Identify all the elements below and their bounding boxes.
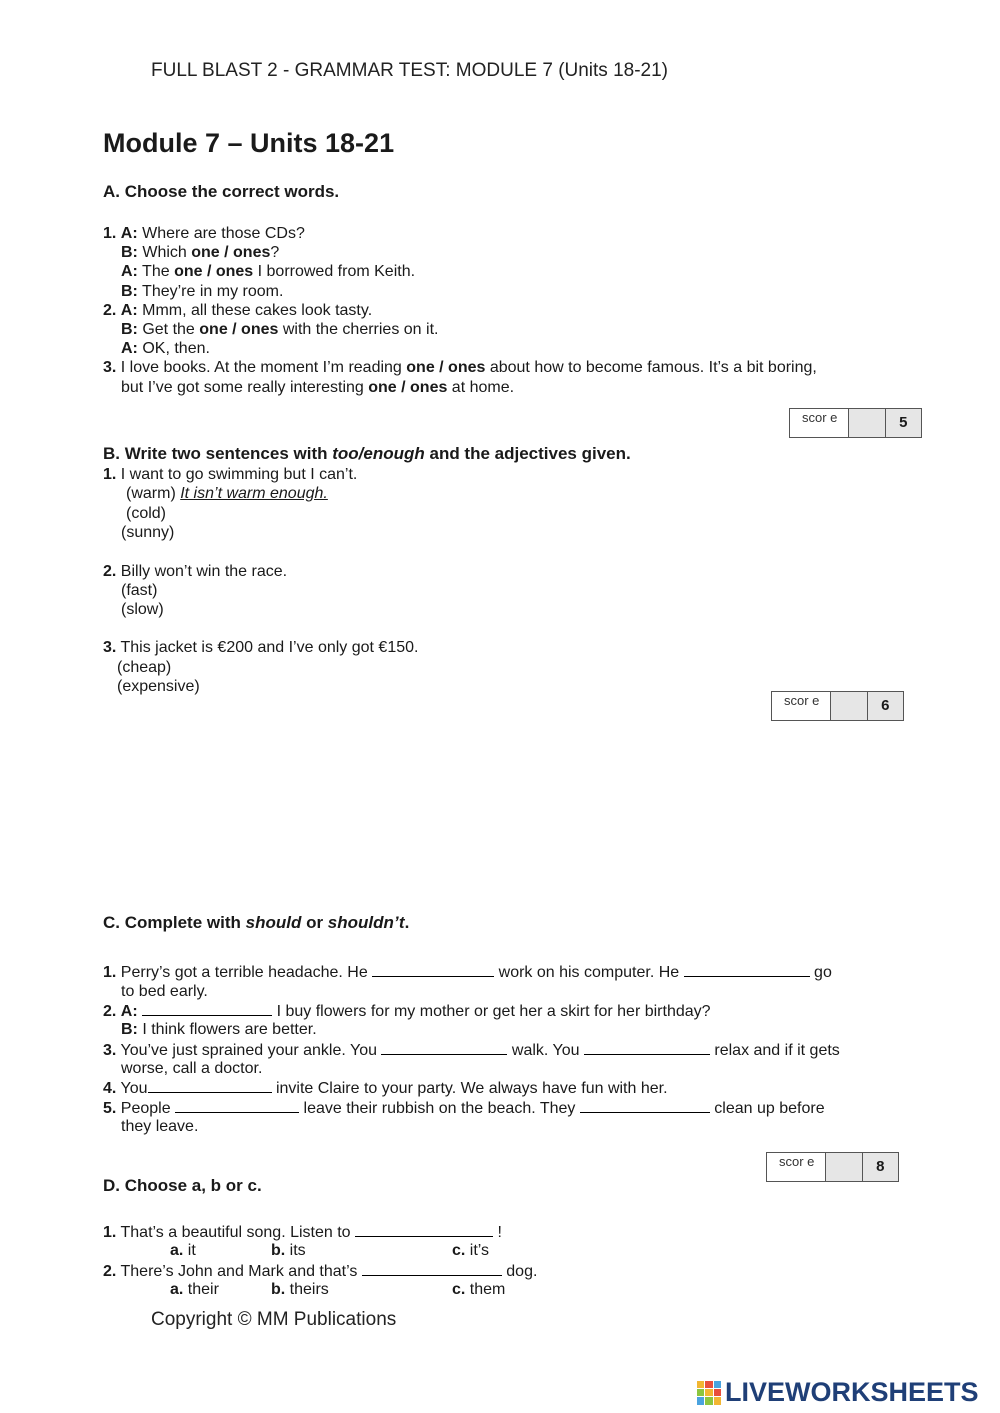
score-label: scor e bbox=[767, 1153, 826, 1181]
a-q1-line4: B: They’re in my room. bbox=[121, 283, 284, 300]
d-q2-line: 2. There’s John and Mark and that’s dog. bbox=[103, 1263, 538, 1280]
section-a-heading: A. Choose the correct words. bbox=[103, 182, 340, 201]
score-max: 6 bbox=[868, 692, 903, 720]
score-max: 8 bbox=[863, 1153, 898, 1181]
a-q1-option-1[interactable]: one / ones bbox=[191, 244, 271, 261]
c-q1-blank-2[interactable] bbox=[684, 962, 810, 977]
section-b-heading: B. Write two sentences with too/enough and the adjectives given. bbox=[103, 444, 631, 463]
d-q2-option-a[interactable]: a. their bbox=[170, 1281, 219, 1298]
c-q1-blank-1[interactable] bbox=[372, 962, 494, 977]
b-q1-text: 1. I want to go swimming but I can’t. bbox=[103, 466, 358, 483]
a-q1-line3: A: The one / ones I borrowed from Keith. bbox=[121, 263, 416, 280]
b-q1-example-answer: It isn’t warm enough. bbox=[180, 485, 328, 502]
d-q1-option-a[interactable]: a. it bbox=[170, 1242, 196, 1259]
c-q4-blank[interactable] bbox=[148, 1078, 272, 1093]
d-q2-option-c[interactable]: c. them bbox=[452, 1281, 506, 1298]
score-label: scor e bbox=[790, 409, 849, 437]
c-q2-line2: B: I think flowers are better. bbox=[121, 1021, 317, 1038]
d-q1-blank[interactable] bbox=[355, 1222, 493, 1237]
page-header: FULL BLAST 2 - GRAMMAR TEST: MODULE 7 (Units 18-21) bbox=[151, 60, 669, 81]
c-q4-line1: 4. You invite Claire to your party. We always have fun with her. bbox=[103, 1080, 668, 1097]
score-label: scor e bbox=[772, 692, 831, 720]
b-q1-cold: (cold) bbox=[126, 505, 167, 522]
a-q1-option-2[interactable]: one / ones bbox=[174, 263, 254, 280]
b-q2-text: 2. Billy won’t win the race. bbox=[103, 563, 288, 580]
a-q3-line2: but I’ve got some really interesting one / ones at home. bbox=[121, 379, 515, 396]
c-q2-blank[interactable] bbox=[142, 1001, 272, 1016]
a-q3-line1: 3. I love books. At the moment I’m reading one / ones about how to become famous. It’s a bit boring, bbox=[103, 359, 817, 376]
d-q1-line: 1. That’s a beautiful song. Listen to ! bbox=[103, 1224, 502, 1241]
b-q3-expensive: (expensive) bbox=[117, 678, 200, 695]
c-q1-line1: 1. Perry’s got a terrible headache. He work on his computer. He go bbox=[103, 964, 832, 981]
a-q2-option[interactable]: one / ones bbox=[199, 321, 279, 338]
a-q3-option-1[interactable]: one / ones bbox=[406, 359, 486, 376]
c-q3-blank-2[interactable] bbox=[584, 1040, 710, 1055]
score-box-a bbox=[789, 408, 922, 438]
score-input[interactable] bbox=[831, 692, 867, 720]
d-q1-option-c[interactable]: c. it’s bbox=[452, 1242, 490, 1259]
b-q3-cheap: (cheap) bbox=[117, 659, 172, 676]
score-box-c bbox=[766, 1152, 899, 1182]
score-box-b bbox=[771, 691, 904, 721]
c-q1-line2: to bed early. bbox=[121, 983, 208, 1000]
section-c-heading: C. Complete with should or shouldn’t. bbox=[103, 913, 410, 932]
a-q3-option-2[interactable]: one / ones bbox=[368, 379, 448, 396]
logo-grid-icon bbox=[697, 1381, 721, 1405]
d-q1-option-b[interactable]: b. its bbox=[271, 1242, 306, 1259]
a-q2-line2: B: Get the one / ones with the cherries on it. bbox=[121, 321, 439, 338]
c-q5-line2: they leave. bbox=[121, 1118, 199, 1135]
logo-text: LIVEWORKSHEETS bbox=[725, 1377, 979, 1407]
d-q2-option-b[interactable]: b. theirs bbox=[271, 1281, 329, 1298]
copyright-footer: Copyright © MM Publications bbox=[151, 1309, 397, 1330]
d-q2-blank[interactable] bbox=[362, 1261, 502, 1276]
c-q2-line1: 2. A: I buy flowers for my mother or get her a skirt for her birthday? bbox=[103, 1003, 711, 1020]
b-q1-warm: (warm) It isn’t warm enough. bbox=[126, 485, 328, 502]
a-q1-line1: 1. A: Where are those CDs? bbox=[103, 225, 305, 242]
a-q1-line2: B: Which one / ones? bbox=[121, 244, 280, 261]
score-input[interactable] bbox=[826, 1153, 862, 1181]
c-q5-line1: 5. People leave their rubbish on the beach. They clean up before bbox=[103, 1100, 825, 1117]
page-title: Module 7 – Units 18-21 bbox=[103, 128, 395, 158]
a-q2-line3: A: OK, then. bbox=[121, 340, 210, 357]
c-q5-blank-1[interactable] bbox=[175, 1098, 299, 1113]
score-max: 5 bbox=[886, 409, 921, 437]
c-q3-line1: 3. You’ve just sprained your ankle. You walk. You relax and if it gets bbox=[103, 1042, 840, 1059]
score-input[interactable] bbox=[849, 409, 885, 437]
b-q2-slow: (slow) bbox=[121, 601, 164, 618]
c-q3-line2: worse, call a doctor. bbox=[121, 1060, 263, 1077]
a-q2-line1: 2. A: Mmm, all these cakes look tasty. bbox=[103, 302, 373, 319]
b-q2-fast: (fast) bbox=[121, 582, 158, 599]
liveworksheets-logo bbox=[697, 1377, 979, 1408]
b-q1-sunny: (sunny) bbox=[121, 524, 175, 541]
c-q3-blank-1[interactable] bbox=[381, 1040, 507, 1055]
section-d-heading: D. Choose a, b or c. bbox=[103, 1176, 262, 1195]
b-q3-text: 3. This jacket is €200 and I’ve only got €150. bbox=[103, 639, 419, 656]
c-q5-blank-2[interactable] bbox=[580, 1098, 710, 1113]
